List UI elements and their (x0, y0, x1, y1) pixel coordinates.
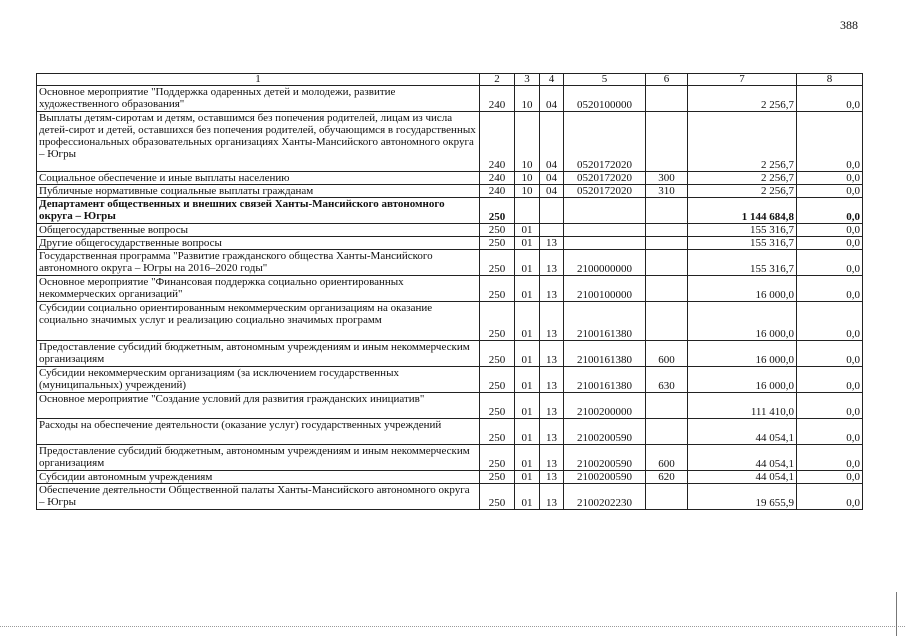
header-cell-8: 8 (797, 74, 863, 86)
header-cell-4: 4 (540, 74, 564, 86)
cell-col6 (646, 484, 688, 510)
header-cell-5: 5 (564, 74, 646, 86)
cell-col5: 2100200590 (564, 419, 646, 445)
cell-name: Субсидии автономным учреждениям (37, 471, 480, 484)
cell-col2: 250 (480, 445, 515, 471)
cell-col6 (646, 302, 688, 341)
cell-col4 (540, 224, 564, 237)
cell-col5 (564, 198, 646, 224)
cell-col8: 0,0 (797, 86, 863, 112)
cell-col3: 01 (515, 393, 540, 419)
cell-col4: 13 (540, 393, 564, 419)
cell-name: Расходы на обеспечение деятельности (оказание услуг) государственных учреждений (37, 419, 480, 445)
cell-col2: 250 (480, 367, 515, 393)
cell-col6 (646, 393, 688, 419)
cell-col2: 240 (480, 185, 515, 198)
header-cell-2: 2 (480, 74, 515, 86)
cell-col8: 0,0 (797, 224, 863, 237)
cell-col6: 310 (646, 185, 688, 198)
table-row (37, 276, 863, 302)
cell-col4: 04 (540, 172, 564, 185)
cell-col4: 04 (540, 185, 564, 198)
cell-col3: 01 (515, 367, 540, 393)
table-row (37, 445, 863, 471)
cell-name: Основное мероприятие "Финансовая поддержка социально ориентированных некоммерческих организаций" (37, 276, 480, 302)
table-row (37, 484, 863, 510)
cell-col5: 2100200590 (564, 445, 646, 471)
cell-col8: 0,0 (797, 198, 863, 224)
cell-col5 (564, 237, 646, 250)
cell-col5: 2100100000 (564, 276, 646, 302)
cell-col3: 10 (515, 86, 540, 112)
cell-col3: 01 (515, 419, 540, 445)
table-header-row (37, 74, 863, 86)
cell-name: Государственная программа "Развитие гражданского общества Ханты-Мансийского автономного округа – Югры на 2016–2020 годы" (37, 250, 480, 276)
cell-col2: 250 (480, 276, 515, 302)
cell-col5: 0520100000 (564, 86, 646, 112)
cell-col6 (646, 224, 688, 237)
cell-col8: 0,0 (797, 185, 863, 198)
cell-col3: 01 (515, 484, 540, 510)
cell-col3: 01 (515, 237, 540, 250)
cell-col6 (646, 198, 688, 224)
table-row (37, 250, 863, 276)
cell-name: Департамент общественных и внешних связей Ханты-Мансийского автономного округа – Югры (37, 198, 480, 224)
cell-name: Предоставление субсидий бюджетным, автономным учреждениям и иным некоммерческим организациям (37, 445, 480, 471)
cell-col7: 16 000,0 (688, 367, 797, 393)
table-row (37, 112, 863, 172)
cell-col3: 10 (515, 172, 540, 185)
table-row (37, 302, 863, 341)
cell-name: Публичные нормативные социальные выплаты гражданам (37, 185, 480, 198)
cell-col7: 44 054,1 (688, 419, 797, 445)
cell-col2: 240 (480, 86, 515, 112)
cell-col3 (515, 198, 540, 224)
cell-col4: 13 (540, 302, 564, 341)
page-number: 388 (840, 18, 858, 32)
table-row (37, 237, 863, 250)
cell-col2: 250 (480, 250, 515, 276)
cell-col8: 0,0 (797, 250, 863, 276)
cell-col4: 13 (540, 471, 564, 484)
cell-col7: 19 655,9 (688, 484, 797, 510)
cell-col2: 250 (480, 484, 515, 510)
cell-col6: 300 (646, 172, 688, 185)
cell-name: Основное мероприятие "Поддержка одаренных детей и молодежи, развитие художественного образования" (37, 86, 480, 112)
cell-col8: 0,0 (797, 276, 863, 302)
cell-col5: 2100200590 (564, 471, 646, 484)
cell-col3: 01 (515, 471, 540, 484)
cell-col4: 13 (540, 367, 564, 393)
header-cell-6: 6 (646, 74, 688, 86)
cell-col7: 16 000,0 (688, 276, 797, 302)
cell-col2: 250 (480, 224, 515, 237)
table-row (37, 224, 863, 237)
cell-col7: 2 256,7 (688, 86, 797, 112)
cell-col4: 04 (540, 86, 564, 112)
cell-col7: 44 054,1 (688, 445, 797, 471)
cell-col3: 01 (515, 250, 540, 276)
header-cell-7: 7 (688, 74, 797, 86)
cell-col6 (646, 112, 688, 172)
table-row (37, 172, 863, 185)
cell-col8: 0,0 (797, 341, 863, 367)
cell-col7: 2 256,7 (688, 185, 797, 198)
cell-col5: 0520172020 (564, 185, 646, 198)
cell-col6 (646, 237, 688, 250)
cell-col2: 240 (480, 172, 515, 185)
cell-col4: 13 (540, 237, 564, 250)
cell-col2: 240 (480, 112, 515, 172)
cell-col6: 620 (646, 471, 688, 484)
cell-col7: 111 410,0 (688, 393, 797, 419)
cell-col6 (646, 419, 688, 445)
scan-artifact-line (0, 626, 905, 627)
cell-col5: 2100200000 (564, 393, 646, 419)
cell-col3: 01 (515, 302, 540, 341)
header-cell-3: 3 (515, 74, 540, 86)
cell-col2: 250 (480, 419, 515, 445)
cell-col7: 1 144 684,8 (688, 198, 797, 224)
cell-name: Обеспечение деятельности Общественной палаты Ханты-Мансийского автономного округа – Югры (37, 484, 480, 510)
cell-col8: 0,0 (797, 172, 863, 185)
cell-col7: 16 000,0 (688, 302, 797, 341)
cell-name: Общегосударственные вопросы (37, 224, 480, 237)
table-row (37, 185, 863, 198)
cell-col8: 0,0 (797, 419, 863, 445)
cell-col8: 0,0 (797, 237, 863, 250)
table-row (37, 471, 863, 484)
cell-col4: 04 (540, 112, 564, 172)
cell-col7: 2 256,7 (688, 112, 797, 172)
cell-name: Выплаты детям-сиротам и детям, оставшимся без попечения родителей, лицам из числа детей-сирот и детей, оставшихся без попечения родителей, обучающимся в государственных профессиональных образовательных организациях Ханты-Мансийского автономного округа – Югры (37, 112, 480, 172)
cell-col3: 10 (515, 185, 540, 198)
scan-artifact-edge (896, 592, 897, 636)
cell-col4: 13 (540, 445, 564, 471)
cell-col2: 250 (480, 471, 515, 484)
cell-name: Социальное обеспечение и иные выплаты населению (37, 172, 480, 185)
cell-col6: 600 (646, 341, 688, 367)
cell-name: Другие общегосударственные вопросы (37, 237, 480, 250)
cell-col2: 250 (480, 198, 515, 224)
cell-col7: 155 316,7 (688, 237, 797, 250)
cell-col4: 13 (540, 250, 564, 276)
cell-col2: 250 (480, 393, 515, 419)
cell-col4: 13 (540, 484, 564, 510)
cell-col7: 155 316,7 (688, 224, 797, 237)
cell-col5: 2100161380 (564, 302, 646, 341)
table-row (37, 367, 863, 393)
cell-col5 (564, 224, 646, 237)
table-row (37, 198, 863, 224)
cell-col6: 630 (646, 367, 688, 393)
cell-col4: 13 (540, 276, 564, 302)
cell-col8: 0,0 (797, 484, 863, 510)
cell-col7: 155 316,7 (688, 250, 797, 276)
cell-col8: 0,0 (797, 302, 863, 341)
cell-col5: 2100000000 (564, 250, 646, 276)
cell-name: Субсидии некоммерческим организациям (за исключением государственных (муниципальных) учреждений) (37, 367, 480, 393)
table-row (37, 341, 863, 367)
cell-col7: 2 256,7 (688, 172, 797, 185)
cell-col4: 13 (540, 341, 564, 367)
table-row (37, 86, 863, 112)
cell-col8: 0,0 (797, 367, 863, 393)
cell-col8: 0,0 (797, 393, 863, 419)
cell-col2: 250 (480, 237, 515, 250)
cell-col7: 16 000,0 (688, 341, 797, 367)
cell-col5: 0520172020 (564, 112, 646, 172)
header-cell-1: 1 (37, 74, 480, 86)
cell-col8: 0,0 (797, 471, 863, 484)
cell-col5: 2100161380 (564, 367, 646, 393)
cell-col6: 600 (646, 445, 688, 471)
cell-col3: 01 (515, 224, 540, 237)
cell-col2: 250 (480, 341, 515, 367)
cell-name: Основное мероприятие "Создание условий для развития гражданских инициатив" (37, 393, 480, 419)
cell-col5: 2100202230 (564, 484, 646, 510)
cell-col4 (540, 198, 564, 224)
cell-col6 (646, 86, 688, 112)
cell-col5: 2100161380 (564, 341, 646, 367)
cell-col3: 01 (515, 276, 540, 302)
cell-col2: 250 (480, 302, 515, 341)
budget-table (36, 73, 863, 510)
cell-col6 (646, 250, 688, 276)
cell-col3: 01 (515, 341, 540, 367)
table-row (37, 419, 863, 445)
cell-col3: 01 (515, 445, 540, 471)
cell-name: Субсидии социально ориентированным некоммерческим организациям на оказание социально значимых услуг и реализацию социально значимых программ (37, 302, 480, 341)
cell-col7: 44 054,1 (688, 471, 797, 484)
cell-col6 (646, 276, 688, 302)
cell-col3: 10 (515, 112, 540, 172)
cell-col8: 0,0 (797, 445, 863, 471)
table-row (37, 393, 863, 419)
cell-col8: 0,0 (797, 112, 863, 172)
cell-col4: 13 (540, 419, 564, 445)
cell-col5: 0520172020 (564, 172, 646, 185)
cell-name: Предоставление субсидий бюджетным, автономным учреждениям и иным некоммерческим организациям (37, 341, 480, 367)
